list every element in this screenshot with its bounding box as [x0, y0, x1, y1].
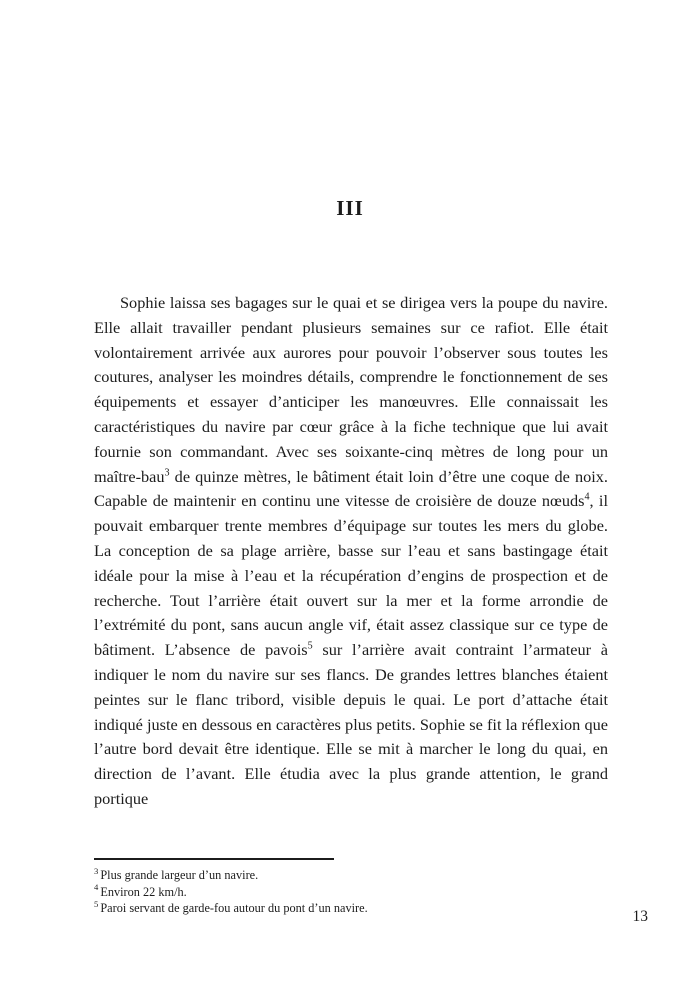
body-text-run: sur l’arrière avait contraint l’armateur à indiquer le nom du navire sur ses flancs. De grandes lettres blanches étaient peintes sur le flanc tribord, visible depuis le quai. Le port d’attache était indiqué juste en dessous en caractères plus petits. Sophie se fit la réflexion que l’autre bord devait être identique. Elle se mit à marcher le long du quai, en direction de l’avant. Elle étudia avec la plus grande attention, le grand portique [94, 640, 608, 808]
footnote-reference-5: 5 [307, 640, 313, 652]
body-paragraph [94, 291, 608, 812]
footnote-item [94, 900, 608, 917]
footnote-marker: 5 [94, 898, 99, 909]
footnote-item [94, 884, 608, 901]
footnote-reference-3: 3 [164, 467, 170, 479]
body-text-run: , il pouvait embarquer trente membres d’équipage sur toutes les mers du globe. La conception de sa plage arrière, basse sur l’eau et sans bastingage était idéale pour la mise à l’eau et la récupération d’engins de prospection et de recherche. Tout l’arrière était ouvert sur la mer et la forme arrondie de l’extrémité du pont, sans aucun angle vif, était assez classique sur ce type de bâtiment. L’absence de pavois [94, 491, 608, 660]
body-text-run: Sophie laissa ses bagages sur le quai et se dirigea vers la poupe du navire. Elle allait travailler pendant plusieurs semaines sur ce rafiot. Elle était volontairement arrivée aux aurores pour pouvoir l’observer sous toutes les coutures, analyser les moindres détails, comprendre le fonctionnement de ses équipements et essayer d’anticiper les manœuvres. Elle connaissait les caractéristiques du navire par cœur grâce à la fiche technique que lui avait fournie son commandant. Avec ses soixante-cinq mètres de long pour un maître-bau [94, 293, 608, 486]
footnote-text: Paroi servant de garde-fou autour du pont d’un navire. [100, 901, 368, 915]
footnote-marker: 4 [94, 882, 99, 893]
footnote-marker: 3 [94, 865, 99, 876]
footnotes-section [94, 858, 608, 917]
chapter-heading: III [336, 196, 364, 220]
footnote-item [94, 867, 608, 884]
footnote-reference-4: 4 [584, 491, 590, 503]
body-text-run: de quinze mètres, le bâtiment était loin d’être une coque de noix. Capable de maintenir en continu une vitesse de croisière de douze nœuds [94, 466, 608, 511]
page-number: 13 [632, 908, 648, 925]
footnote-text: Environ 22 km/h. [100, 884, 187, 899]
footnote-separator [94, 858, 334, 860]
footnote-text: Plus grande largeur d’un navire. [100, 868, 259, 882]
